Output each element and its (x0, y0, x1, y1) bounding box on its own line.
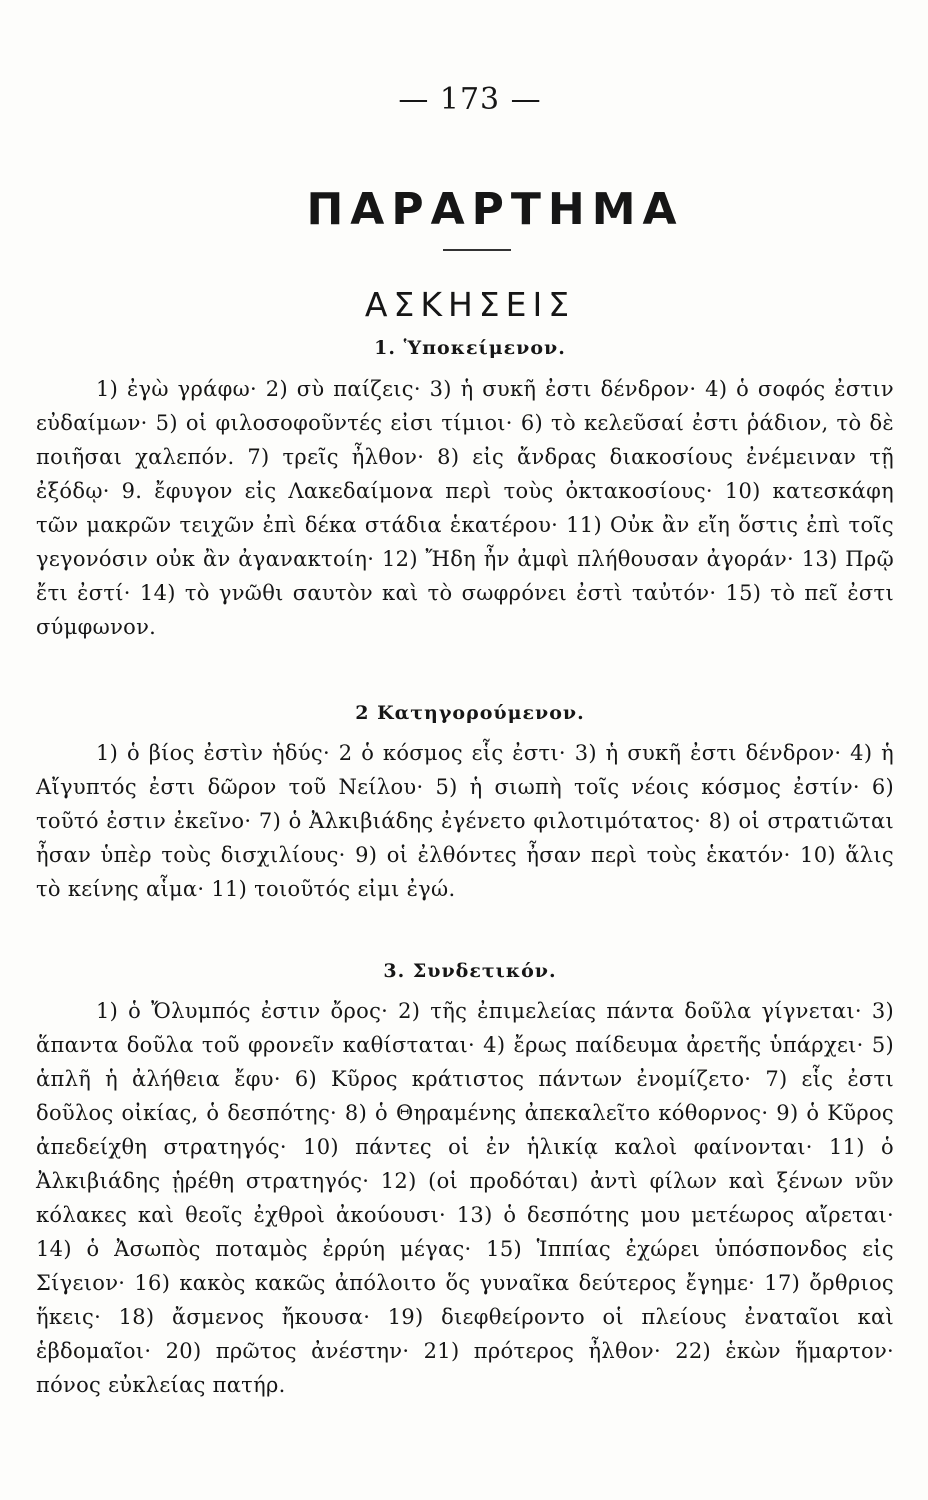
appendix-title: ΠΑΡΑΡΤΗΜΑ (306, 184, 684, 235)
exercises-subtitle: ΑΣΚΗΣΕΙΣ (364, 285, 576, 324)
section-heading-predicate: 2 Κατηγορούμενον. (355, 702, 585, 724)
title-rule (443, 249, 511, 251)
section-heading-copula: 3. Συνδετικόν. (383, 960, 557, 982)
page-number: — 173 — (398, 82, 542, 117)
section-heading-subject: 1. Ὑποκείμενον. (374, 337, 566, 359)
section-text-subject: 1) ἐγὼ γράφω· 2) σὺ παίζεις· 3) ἡ συκῆ ἐστι δένδρον· 4) ὁ σοφός ἐστιν εὐδαίμων· 5) οἱ φιλοσοφοῦντές εἰσι τίμιοι· 6) τὸ κελεῦσαί ἐστι ῥάδιον, τὸ δὲ ποιῆσαι χαλεπόν. 7) τρεῖς ἦλθον· 8) εἰς ἄνδρας διακοσίους ἐνέμειναν τῇ ἐξόδῳ· 9. ἔφυγον εἰς Λακεδαίμονα περὶ τοὺς ὀκτακοσίους· 10) κατεσκάφη τῶν μακρῶν τειχῶν ἐπὶ δέκα στάδια ἑκατέρου· 11) Οὐκ ἂν εἴη ὅστις ἐπὶ τοῖς γεγονόσιν οὐκ ἂν ἀγανακτοίη· 12) Ἤδη ἦν ἀμφὶ πλήθουσαν ἀγοράν· 13) Πρῷ ἔτι ἐστί· 14) τὸ γνῶθι σαυτὸν καὶ τὸ σωφρόνει ἐστὶ ταὐτόν· 15) τὸ πεῖ ἐστι σύμφωνον. (36, 377, 894, 639)
section-text-predicate: 1) ὁ βίος ἐστὶν ἡδύς· 2 ὁ κόσμος εἷς ἐστι· 3) ἡ συκῆ ἐστι δένδρον· 4) ἡ Αἴγυπτός ἐστι δῶρον τοῦ Νείλου· 5) ἡ σιωπὴ τοῖς νέοις κόσμος ἐστίν· 6) τοῦτό ἐστιν ἐκεῖνο· 7) ὁ Ἀλκιβιάδης ἐγένετο φιλοτιμότατος· 8) οἱ στρατιῶται ἦσαν ὑπὲρ τοὺς δισχιλίους· 9) οἱ ἐλθόντες ἦσαν περὶ τοὺς ἑκατόν· 10) ἅλις τὸ κείνης αἷμα· 11) τοιοῦτός εἰμι ἐγώ. (36, 741, 894, 901)
section-text-copula: 1) ὁ Ὄλυμπός ἐστιν ὄρος· 2) τῆς ἐπιμελείας πάντα δοῦλα γίγνεται· 3) ἅπαντα δοῦλα τοῦ φρονεῖν καθίσταται· 4) ἔρως παίδευμα ἀρετῆς ὑπάρχει· 5) ἁπλῆ ἡ ἀλήθεια ἔφυ· 6) Κῦρος κράτιστος πάντων ἐνομίζετο· 7) εἷς ἐστι δοῦλος οἰκίας, ὁ δεσπότης· 8) ὁ Θηραμένης ἀπεκαλεῖτο κόθορνος· 9) ὁ Κῦρος ἀπεδείχθη στρατηγός· 10) πάντες οἱ ἐν ἡλικίᾳ καλοὶ φαίνονται· 11) ὁ Ἀλκιβιάδης ᾑρέθη στρατηγός· 12) (οἱ προδόται) ἀντὶ φίλων καὶ ξένων νῦν κόλακες καὶ θεοῖς ἐχθροὶ ἀκούουσι· 13) ὁ δεσπότης μου μετέωρος αἴρεται· 14) ὁ Ἀσωπὸς ποταμὸς ἐρρύη μέγας· 15) Ἱππίας ἐχώρει ὑπόσπονδος εἰς Σίγειον· 16) κακὸς κακῶς ἀπόλοιτο ὅς γυναῖκα δεύτερος ἔγημε· 17) ὄρθριος ἥκεις· 18) ἄσμενος ἤκουσα· 19) διεφθείροντο οἱ πλείους ἐναταῖοι καὶ ἑβδομαῖοι· 20) πρῶτος ἀνέστην· 21) πρότερος ἦλθον· 22) ἑκὼν ἥμαρτον· πόνος εὐκλείας πατήρ. (36, 999, 894, 1397)
